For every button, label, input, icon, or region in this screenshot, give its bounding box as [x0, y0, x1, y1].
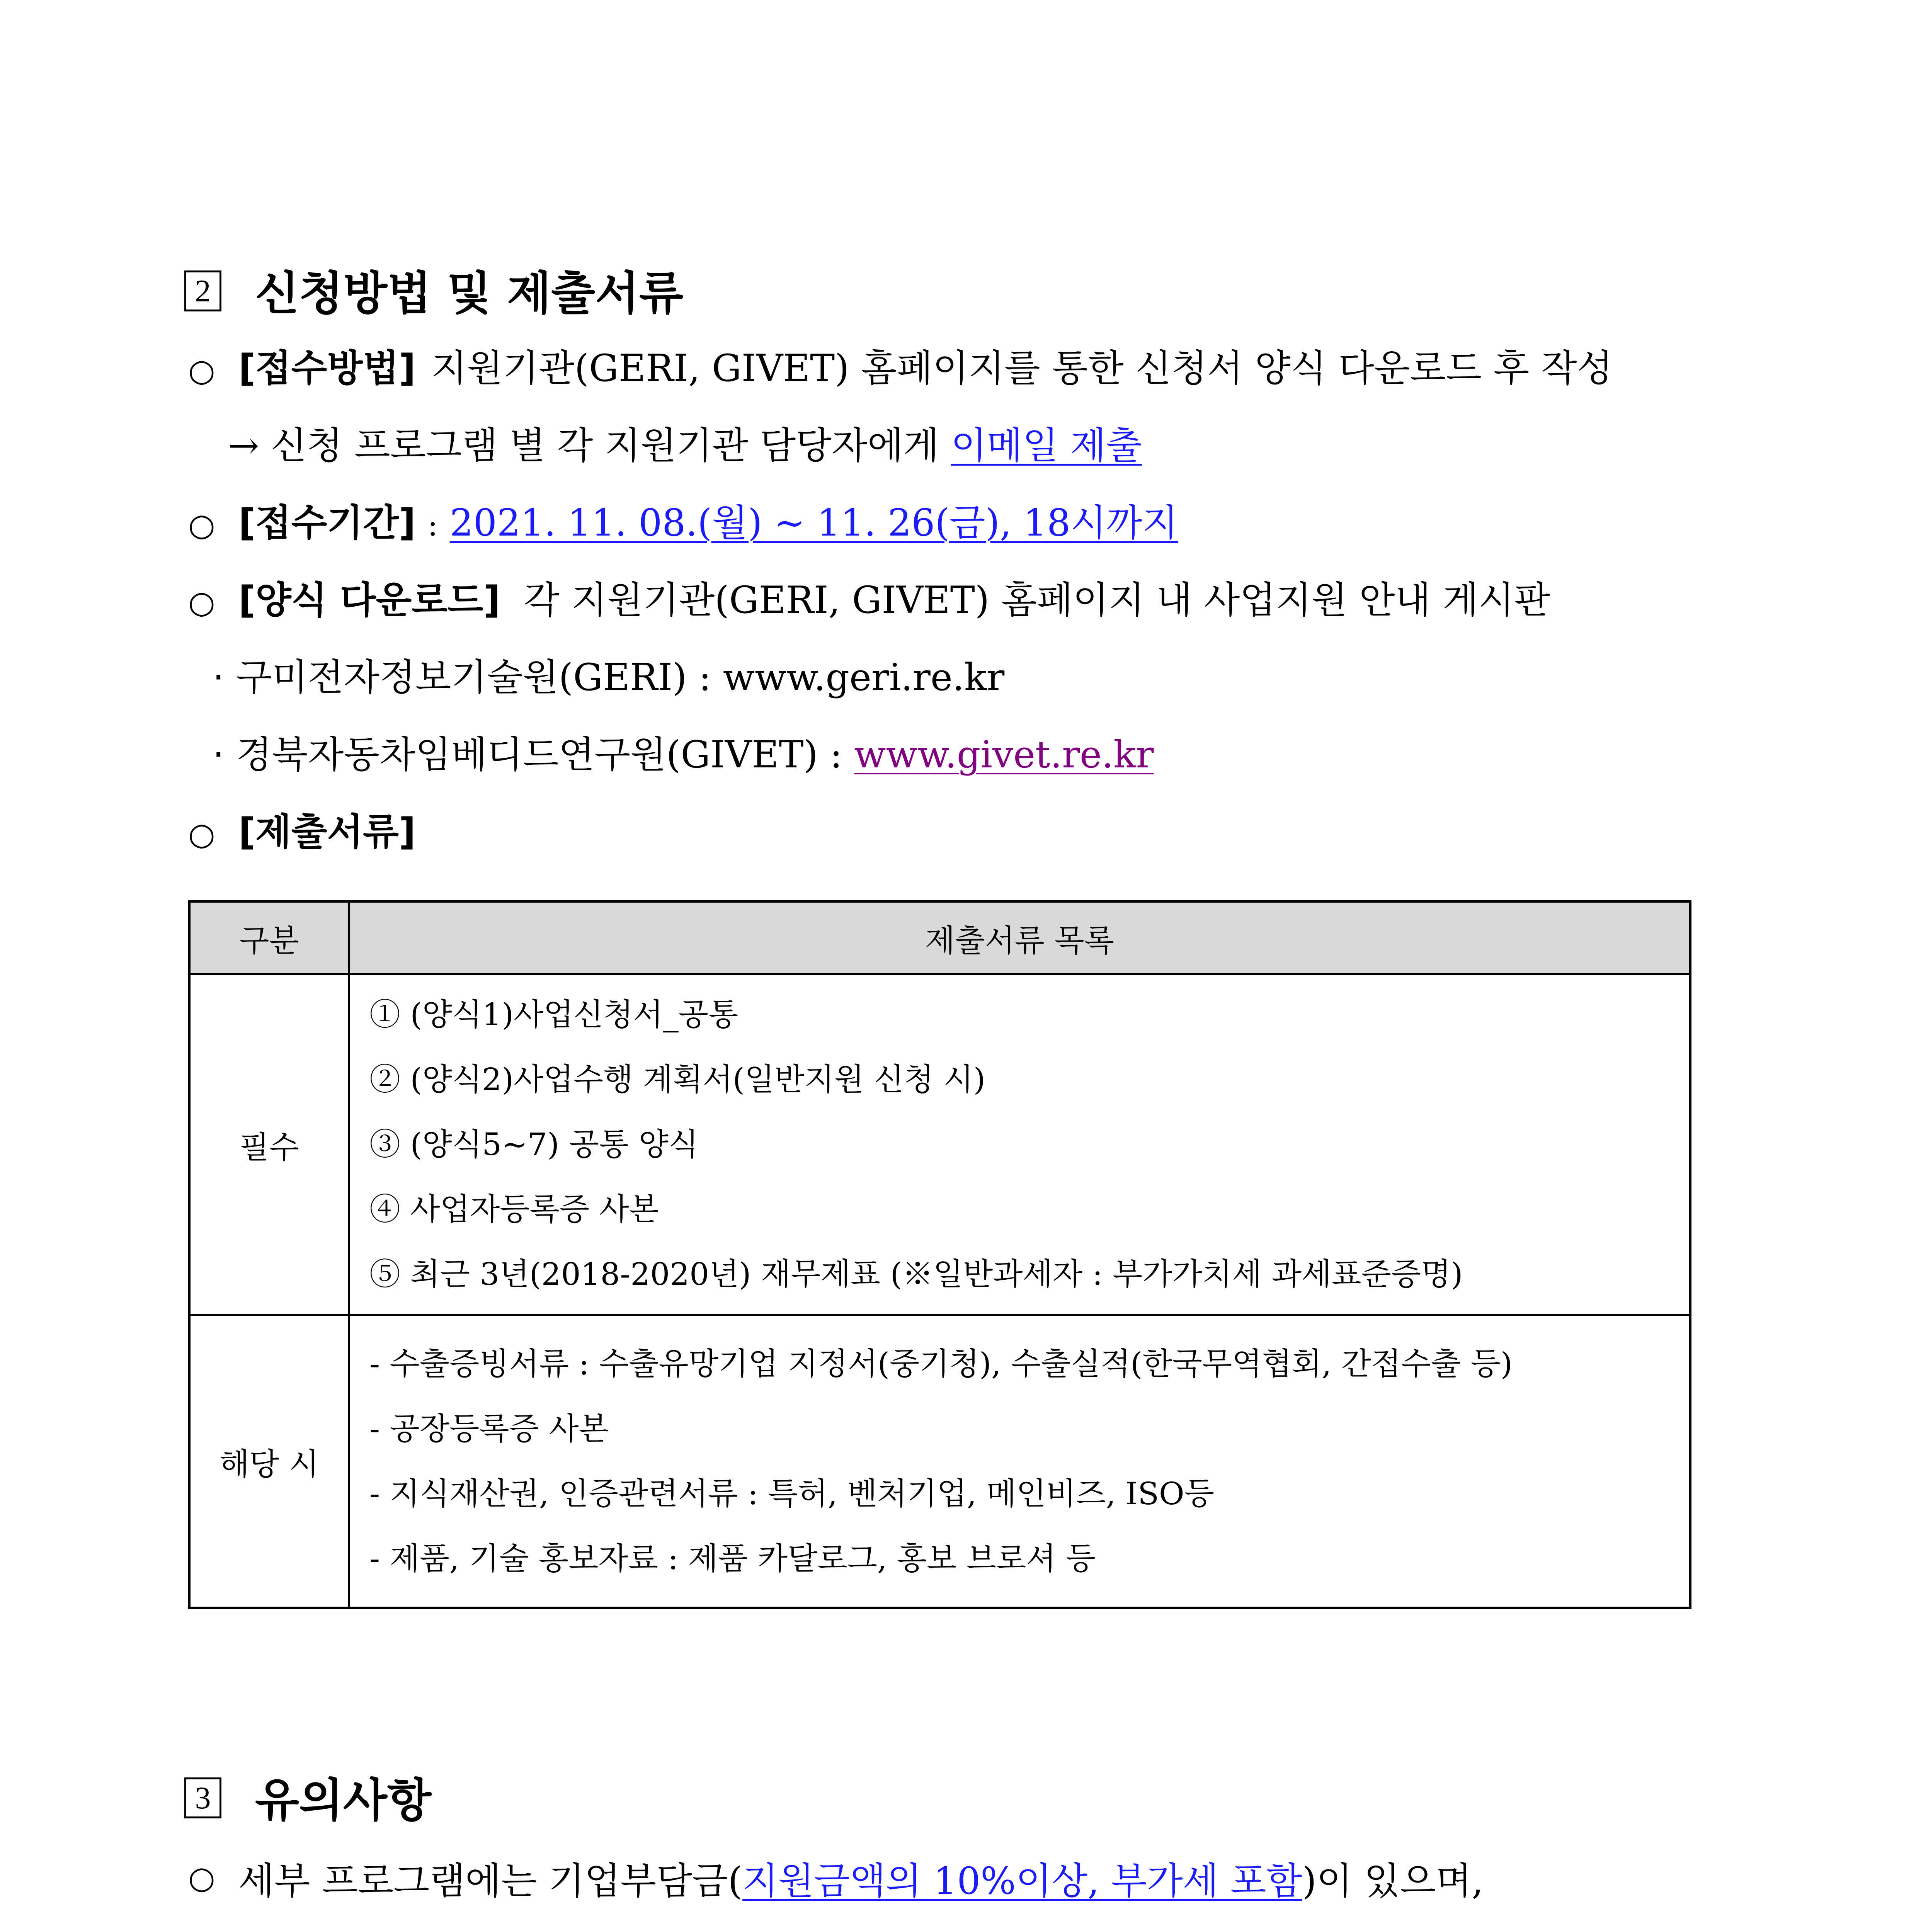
apply-period-label: [접수기간]	[238, 501, 416, 544]
site-item-geri	[213, 656, 1005, 699]
list-item: - 제품, 기술 홍보자료 : 제품 카달로그, 홍보 브로셔 등	[369, 1541, 1096, 1577]
list-item: ⑤ 최근 3년(2018-2020년) 재무제표 (※일반과세자 : 부가가치세 과세표준증명)	[369, 1256, 1463, 1292]
section-title: 유의사항	[255, 1774, 431, 1827]
notice-paragraph-1	[188, 1859, 1691, 1903]
list-item: ① (양식1)사업신청서_공통	[369, 997, 738, 1032]
circle-bullet-icon: ○	[188, 507, 215, 543]
apply-method-arrow-text: → 신청 프로그램 별 각 지원기관 담당자에게	[228, 424, 939, 467]
circle-bullet-icon: ○	[188, 584, 215, 620]
site-url-link[interactable]: www.givet.re.kr	[854, 733, 1154, 776]
site-item-givet	[213, 733, 1154, 776]
list-item: - 수출증빙서류 : 수출유망기업 지정서(중기청), 수출실적(한국무역협회, 간접수출 등)	[369, 1346, 1513, 1382]
table-row	[189, 1315, 1690, 1608]
notice-text: )이 있으며,	[1302, 1859, 1484, 1903]
category-conditional: 해당 시	[189, 1315, 349, 1608]
middle-dot-icon: ·	[213, 733, 225, 776]
circle-bullet-icon: ○	[188, 1860, 215, 1896]
form-download-line	[188, 578, 1550, 622]
list-item: - 공장등록증 사본	[369, 1411, 609, 1447]
circle-bullet-icon: ○	[188, 352, 215, 388]
table-header-row	[189, 901, 1690, 974]
form-download-text: 각 지원기관(GERI, GIVET) 홈페이지 내 사업지원 안내 게시판	[524, 578, 1550, 622]
apply-period-value: 2021. 11. 08.(월) ~ 11. 26(금), 18시까지	[449, 501, 1178, 544]
list-item: ② (양식2)사업수행 계획서(일반지원 신청 시)	[369, 1061, 985, 1097]
list-item: - 지식재산권, 인증관련서류 : 특허, 벤처기업, 메인비즈, ISO등	[369, 1476, 1214, 1512]
required-items	[349, 974, 1690, 1315]
middle-dot-icon: ·	[213, 656, 225, 699]
table-header-list: 제출서류 목록	[349, 901, 1690, 974]
table-header-category: 구분	[189, 901, 349, 974]
documents-table	[188, 900, 1691, 1609]
apply-period-separator: :	[427, 507, 438, 543]
documents-line	[188, 810, 416, 854]
apply-method-text: 지원기관(GERI, GIVET) 홈페이지를 통한 신청서 양식 다운로드 후 작성	[431, 347, 1613, 390]
section-number-box: 2	[184, 270, 221, 311]
apply-method-line2	[228, 424, 1142, 467]
notice-text: 세부 프로그램에는 기업부담금(	[238, 1859, 743, 1903]
list-item: ④ 사업자등록증 사본	[369, 1191, 659, 1227]
documents-label: [제출서류]	[238, 810, 416, 854]
site-name: 경북자동차임베디드연구원(GIVET) :	[236, 733, 842, 776]
apply-period-line	[188, 501, 1178, 544]
table-row	[189, 974, 1690, 1315]
list-item: ③ (양식5~7) 공통 양식	[369, 1126, 699, 1162]
email-submit-link[interactable]: 이메일 제출	[951, 424, 1142, 467]
section-title: 신청방법 및 제출서류	[255, 267, 684, 320]
apply-method-label: [접수방법]	[238, 347, 416, 390]
conditional-items	[349, 1315, 1690, 1608]
site-url[interactable]: www.geri.re.kr	[723, 656, 1005, 699]
form-download-label: [양식 다운로드]	[238, 578, 500, 622]
section-number-box: 3	[184, 1777, 221, 1818]
site-name: 구미전자정보기술원(GERI) :	[236, 656, 711, 699]
notice-highlight: 지원금액의 10%이상, 부가세 포함	[742, 1859, 1302, 1903]
apply-method-line	[188, 347, 1691, 390]
category-required: 필수	[189, 974, 349, 1315]
circle-bullet-icon: ○	[188, 816, 215, 852]
